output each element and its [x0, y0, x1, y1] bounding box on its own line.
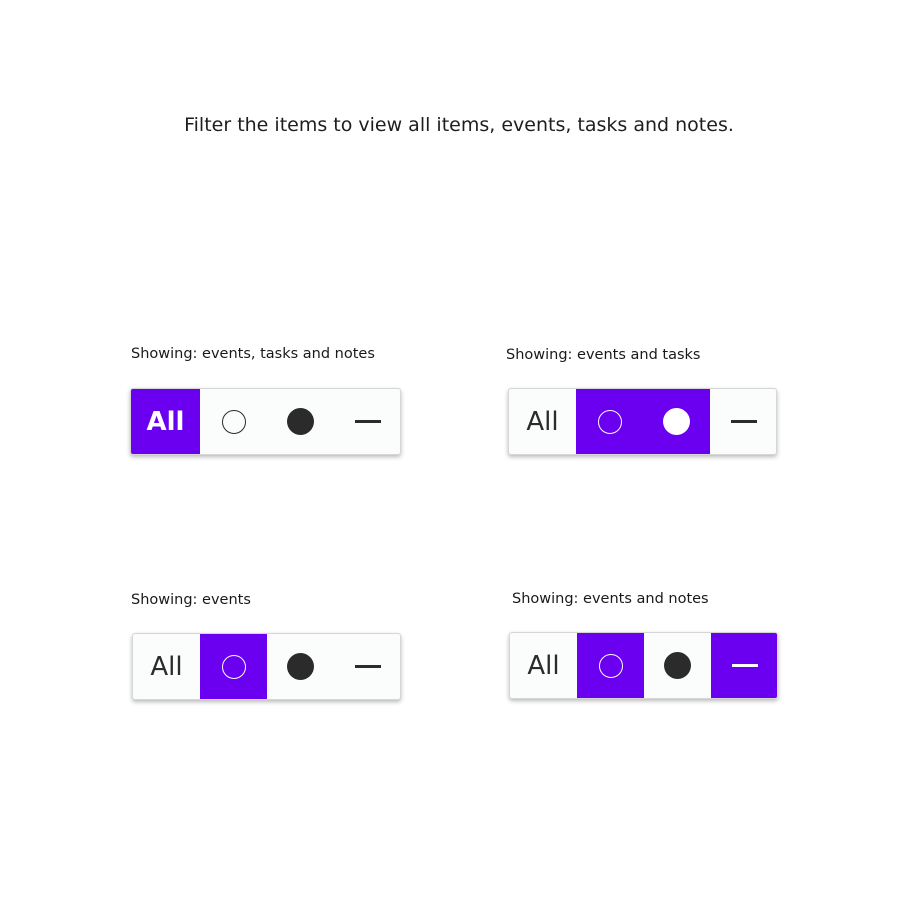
example-2-caption: Showing: events and tasks — [506, 347, 701, 363]
filter-toggle-group-4 — [509, 632, 778, 699]
filter-notes-button[interactable] — [334, 634, 401, 699]
all-label: All — [150, 651, 183, 682]
filter-tasks-button[interactable] — [267, 389, 334, 454]
dot-icon — [663, 408, 690, 435]
filter-notes-button[interactable] — [711, 633, 778, 698]
example-3-caption: Showing: events — [131, 592, 251, 608]
dash-icon — [731, 420, 757, 423]
dash-icon — [355, 420, 381, 423]
instruction-text: Filter the items to view all items, events, tasks and notes. — [184, 114, 734, 136]
all-label: All — [527, 650, 560, 681]
filter-events-button[interactable] — [200, 389, 267, 454]
filter-tasks-button[interactable] — [644, 633, 711, 698]
example-1-caption: Showing: events, tasks and notes — [131, 346, 375, 362]
filter-notes-button[interactable] — [710, 389, 777, 454]
ring-icon — [222, 410, 246, 434]
dot-icon — [287, 653, 314, 680]
dot-icon — [287, 408, 314, 435]
filter-tasks-button[interactable] — [267, 634, 334, 699]
filter-events-button[interactable] — [576, 389, 643, 454]
filter-toggle-group-1 — [130, 388, 401, 455]
all-label: All — [526, 406, 559, 437]
ring-icon — [598, 410, 622, 434]
all-label: All — [146, 406, 185, 437]
ring-icon — [222, 655, 246, 679]
dot-icon — [664, 652, 691, 679]
filter-all-button[interactable] — [509, 389, 576, 454]
ring-icon — [599, 654, 623, 678]
dash-icon — [732, 664, 758, 667]
filter-toggle-group-3 — [132, 633, 401, 700]
filter-notes-button[interactable] — [334, 389, 401, 454]
filter-events-button[interactable] — [577, 633, 644, 698]
filter-events-button[interactable] — [200, 634, 267, 699]
filter-all-button[interactable] — [131, 389, 200, 454]
filter-all-button[interactable] — [133, 634, 200, 699]
filter-toggle-group-2 — [508, 388, 777, 455]
filter-tasks-button[interactable] — [643, 389, 710, 454]
example-4-caption: Showing: events and notes — [512, 591, 709, 607]
dash-icon — [355, 665, 381, 668]
filter-all-button[interactable] — [510, 633, 577, 698]
